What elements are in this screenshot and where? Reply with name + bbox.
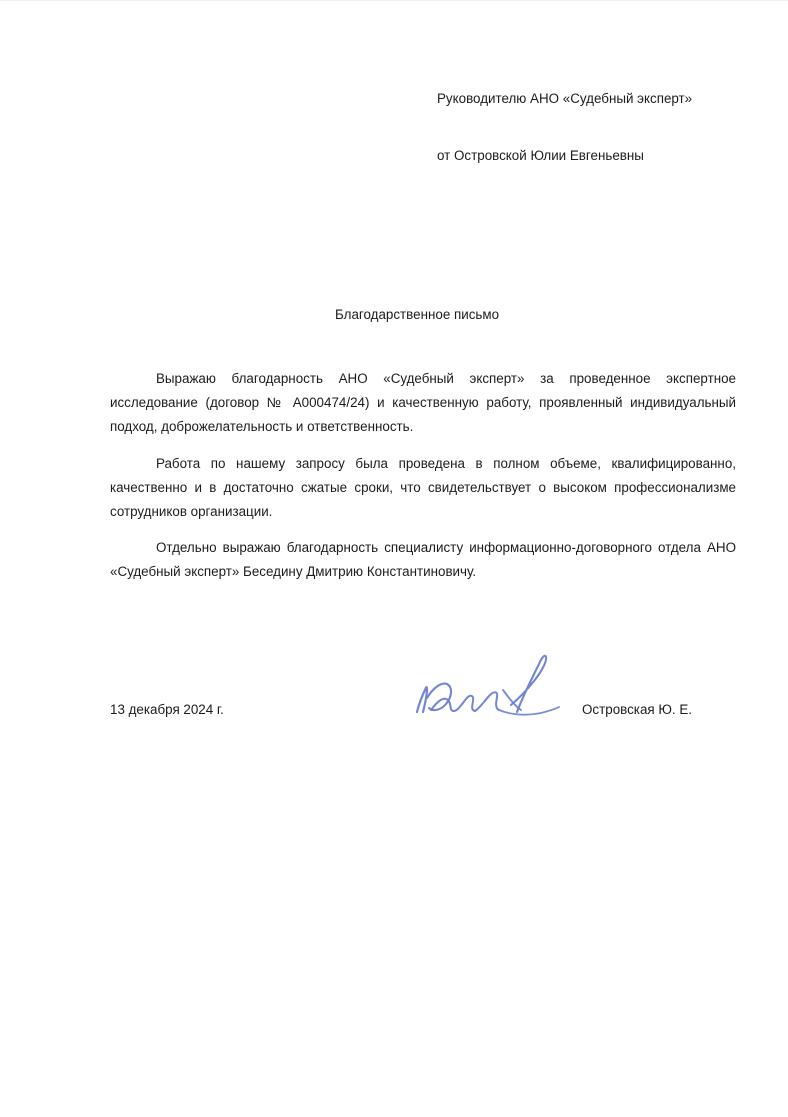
body-paragraph: Отдельно выражаю благодарность специалисту информационно-договорного отдела АНО «Судебный эксперт» Беседину Дмитрию Константиновичу. (110, 540, 736, 580)
document-body (110, 367, 736, 585)
signature-date: 13 декабря 2024 г. (110, 702, 224, 717)
body-paragraph: Выражаю благодарность АНО «Судебный эксперт» за проведенное экспертное исследование (договор № А000474/24) и качественную работу, проявленный индивидуальный подход, доброжелательность и ответственность. (110, 371, 736, 435)
addressee-recipient: Руководителю АНО «Судебный эксперт» (437, 91, 693, 106)
signature-row (110, 700, 736, 722)
addressee-sender: от Островской Юлии Евгеньевны (437, 148, 644, 163)
body-paragraph: Работа по нашему запросу была проведена в полном объеме, квалифицированно, качественно и в достаточно сжатые сроки, что свидетельствует о высоком профессионализме сотрудников организации. (110, 455, 736, 520)
addressee-block (437, 89, 737, 165)
page-title: Благодарственное письмо (335, 307, 500, 322)
page-top-rule (0, 0, 788, 1)
signature-name: Островская Ю. Е. (582, 702, 692, 717)
